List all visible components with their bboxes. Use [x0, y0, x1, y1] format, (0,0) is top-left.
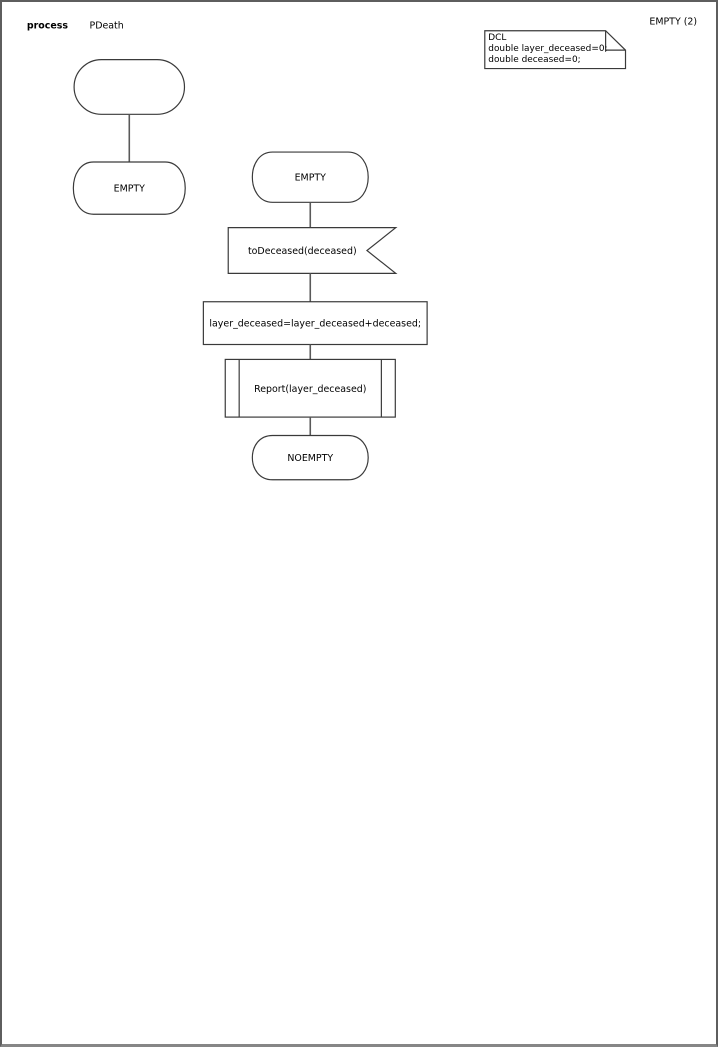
declaration-note[interactable] — [485, 31, 626, 69]
state-noempty[interactable] — [252, 435, 368, 479]
input-signal-label: toDeceased(deceased) — [247, 246, 357, 258]
process-kind-label: process — [26, 20, 68, 32]
state-empty-left-label: EMPTY — [113, 183, 145, 195]
declaration-line-3: double deceased=0; — [488, 55, 581, 66]
declaration-line-2: double layer_deceased=0; — [488, 44, 608, 55]
page-label: EMPTY (2) — [649, 16, 698, 28]
procedure-call-node[interactable] — [225, 359, 395, 417]
process-name-label: PDeath — [89, 20, 124, 32]
state-empty-left[interactable] — [73, 162, 185, 214]
diagram-canvas — [2, 2, 716, 1044]
declaration-line-1: DCL — [488, 33, 507, 44]
state-empty[interactable] — [252, 152, 368, 202]
task-node[interactable] — [203, 302, 427, 345]
state-noempty-label: NOEMPTY — [287, 452, 334, 464]
task-label: layer_deceased=layer_deceased+deceased; — [209, 318, 422, 330]
procedure-call-label: Report(layer_deceased) — [254, 384, 367, 396]
input-signal-node[interactable] — [228, 228, 396, 274]
start-node-outline[interactable] — [74, 60, 184, 115]
start-node[interactable] — [74, 60, 184, 115]
state-empty-label: EMPTY — [294, 172, 326, 184]
